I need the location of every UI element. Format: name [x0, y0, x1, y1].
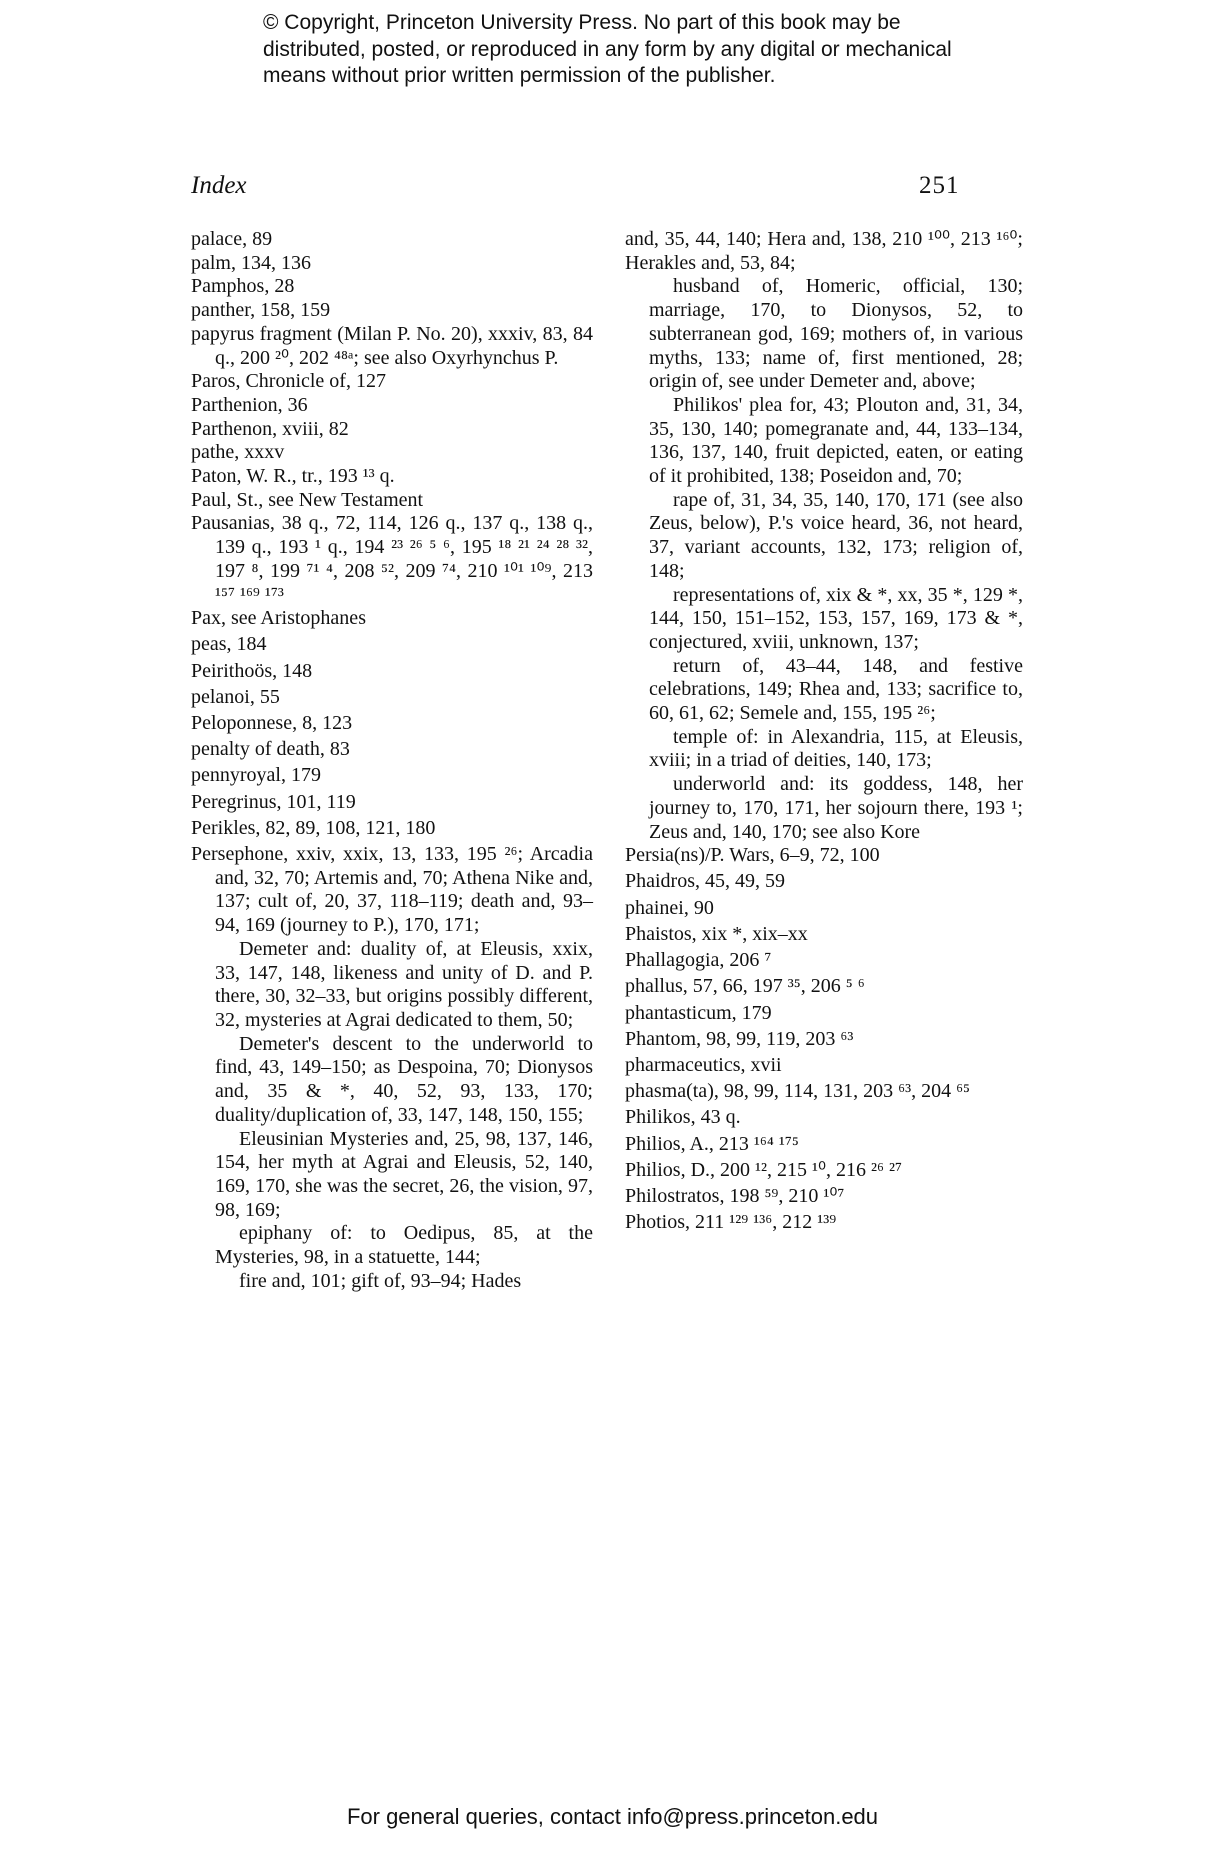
index-entry: Perikles, 82, 89, 108, 121, 180: [191, 816, 436, 839]
index-entry: Peloponnese, 8, 123: [191, 712, 353, 735]
page-number: 251: [919, 172, 960, 199]
index-entry: Pausanias, 38 q., 72, 114, 126 q., 137 q., 138 q., 139 q., 193 ¹ q., 194 ²³ ²⁶ ⁵ ⁶, 195 ¹⁸ ²¹ ²⁴ ²⁸ ³², 197 ⁸, 199 ⁷¹ ⁴, 208 ⁵², 209 ⁷⁴, 210 ¹⁰¹ ¹⁰⁹, 213 ¹⁵⁷ ¹⁶⁹ ¹⁷³: [191, 512, 593, 606]
index-subentry: rape of, 31, 34, 35, 140, 170, 171 (see also Zeus, below), P.'s voice heard, 36, not heard, 37, variant accounts, 132, 173; religion of, 148;: [649, 488, 1023, 582]
index-subentry: fire and, 101; gift of, 93–94; Hades: [239, 1269, 522, 1292]
index-entry: Philios, D., 200 ¹², 215 ¹⁰, 216 ²⁶ ²⁷: [625, 1158, 902, 1181]
index-entry: phallus, 57, 66, 197 ³⁵, 206 ⁵ ⁶: [625, 975, 865, 998]
copyright-line: distributed, posted, or reproduced in any form by any digital or mechanical: [263, 37, 952, 61]
index-entry: Phaistos, xix *, xix–xx: [625, 922, 808, 945]
index-entry: Paton, W. R., tr., 193 ¹³ q.: [191, 465, 395, 488]
index-entry: Phallagogia, 206 ⁷: [625, 949, 772, 972]
index-entry: Photios, 211 ¹²⁹ ¹³⁶, 212 ¹³⁹: [625, 1211, 837, 1234]
index-entry: penalty of death, 83: [191, 738, 350, 761]
copyright-line: © Copyright, Princeton University Press. No part of this book may be: [263, 11, 901, 34]
index-continuation: and, 35, 44, 140; Hera and, 138, 210 ¹⁰⁰, 213 ¹⁶⁰; Herakles and, 53, 84;: [625, 228, 1023, 274]
index-entry: palace, 89: [191, 228, 273, 250]
index-entry: Philikos, 43 q.: [625, 1106, 741, 1129]
index-subentry: temple of: in Alexandria, 115, at Eleusis, xviii; in a triad of deities, 140, 173;: [649, 725, 1023, 772]
index-entry: phasma(ta), 98, 99, 114, 131, 203 ⁶³, 204 ⁶⁵: [625, 1080, 971, 1103]
index-entry: pathe, xxxv: [191, 441, 285, 464]
index-entry: Persephone, xxiv, xxix, 13, 133, 195 ²⁶; Arcadia and, 32, 70; Artemis and, 70; Athena Nike and, 137; cult of, 20, 37, 118–119; death and, 93–94, 169 (journey to P.), 170, 171;: [191, 843, 593, 937]
copyright-notice: [263, 10, 1023, 90]
index-entry: Persia(ns)/P. Wars, 6–9, 72, 100: [625, 844, 880, 867]
index-subentry: Philikos' plea for, 43; Plouton and, 31, 34, 35, 130, 140; pomegranate and, 44, 133–134, 136, 137, 140, fruit depicted, eaten, or eating of it prohibited, 138; Poseidon and, 70;: [649, 393, 1023, 488]
index-entry: phainei, 90: [625, 896, 714, 919]
index-subentry: Demeter's descent to the underworld to find, 43, 149–150; as Despoina, 70; Dionysos and, 35 & *, 40, 52, 93, 133, 170; duality/duplication of, 33, 147, 148, 150, 155;: [215, 1032, 593, 1126]
index-entry: pharmaceutics, xvii: [625, 1053, 782, 1076]
running-head-title: Index: [191, 172, 247, 199]
index-entry: Phaidros, 45, 49, 59: [625, 870, 785, 893]
index-entry: papyrus fragment (Milan P. No. 20), xxxiv, 83, 84 q., 200 ²⁰, 202 ⁴⁸ᵃ; see also Oxyrhynchus P.: [191, 322, 593, 369]
index-entry: Peregrinus, 101, 119: [191, 790, 356, 813]
index-entry: panther, 158, 159: [191, 299, 331, 322]
index-entry: pennyroyal, 179: [191, 764, 321, 787]
copyright-line: means without prior written permission of the publisher.: [263, 64, 776, 87]
index-column-right: [625, 228, 1023, 1237]
index-entry: Pax, see Aristophanes: [191, 607, 366, 630]
index-entry: pelanoi, 55: [191, 685, 280, 708]
index-entry: Parthenon, xviii, 82: [191, 417, 349, 440]
index-subentry: epiphany of: to Oedipus, 85, at the Mysteries, 98, in a statuette, 144;: [215, 1222, 593, 1269]
index-entry: Pamphos, 28: [191, 275, 295, 298]
index-entry: Paros, Chronicle of, 127: [191, 370, 386, 393]
index-entry: phantasticum, 179: [625, 1001, 772, 1024]
index-subentry: representations of, xix & *, xx, 35 *, 129 *, 144, 150, 151–152, 153, 157, 169, 173 & *, conjectured, xviii, unknown, 137;: [649, 583, 1023, 653]
index-entry: Phantom, 98, 99, 119, 203 ⁶³: [625, 1027, 854, 1050]
index-entry: Peirithoös, 148: [191, 659, 313, 682]
index-subentry: Demeter and: duality of, at Eleusis, xxix, 33, 147, 148, likeness and unity of D. and P. there, 30, 32–33, but origins possibly different, 32, mysteries at Agrai dedicated to them, 50;: [215, 937, 593, 1031]
index-entry: palm, 134, 136: [191, 251, 311, 274]
index-subentry: husband of, Homeric, official, 130; marriage, 170, to Dionysos, 52, to subterranean god, 169; mothers of, in various myths, 133; name of, first mentioned, 28; origin of, see under Demeter and, above;: [649, 275, 1023, 393]
index-entry: Philostratos, 198 ⁵⁹, 210 ¹⁰⁷: [625, 1184, 845, 1207]
index-column-left: [191, 228, 593, 1293]
index-entry: Paul, St., see New Testament: [191, 488, 424, 511]
index-subentry: underworld and: its goddess, 148, her journey to, 170, 171, her sojourn there, 193 ¹; Zeus and, 140, 170; see also Kore: [649, 773, 1023, 843]
index-entry: Parthenion, 36: [191, 393, 308, 416]
index-subentry: return of, 43–44, 148, and festive celebrations, 149; Rhea and, 133; sacrifice to, 60, 61, 62; Semele and, 155, 195 ²⁶;: [649, 654, 1023, 725]
footer-contact: For general queries, contact info@press.princeton.edu: [346, 1804, 879, 1829]
index-subentry: Eleusinian Mysteries and, 25, 98, 137, 146, 154, her myth at Agrai and Eleusis, 52, 140, 169, 170, she was the secret, 26, the vision, 97, 98, 169;: [215, 1127, 593, 1221]
index-entry: Philios, A., 213 ¹⁶⁴ ¹⁷⁵: [625, 1132, 799, 1155]
index-entry: peas, 184: [191, 633, 267, 656]
